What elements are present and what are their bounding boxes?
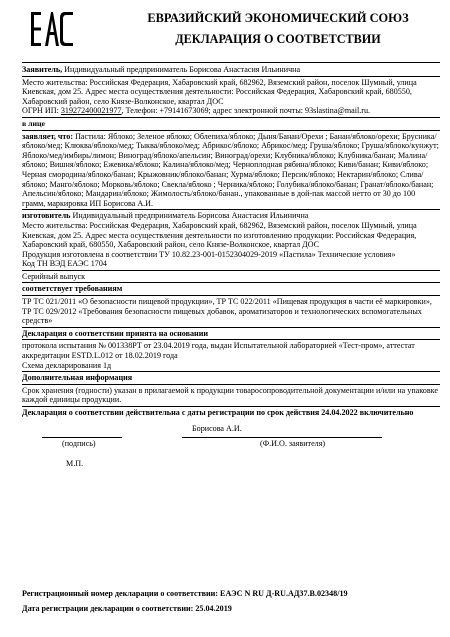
applicant-details [22,77,440,117]
product-description: Пастила: Яблоко; Зеленое яблоко; Облепиха/яблоко; Дыня/Банан/Орехи ; Банан/яблоко/орехи; Брусника/яблоко/мед; Клюква/яблоко/мед; Тыква/яблоко/мед; Абрикос/яблоко; Абрикос/мед; Груша/яблоко; Груша/яблоко/кунжут; Яблоко/мед/имбирь/лимон; Виноград/яблоко/апельсин; Виноград/орехи; Клубника/яблоко; Клубника/банан; Малина/яблоко; Вишня/яблоко; Ежевика/яблоко; Калина/яблоко/мед; Черноплодная рябина/яблоко; Киви/банан; Киви/яблоко; Черная смородина/яблоко/банан; Крыжовник/яблоко/банан; Хурма/яблоко; Персик/яблоко; Нектарин/яблоко; Слива/яблоко; Манго/яблоко; Морковь/яблоко; Свекла/яблоко ; Черника/яблоко; Голубика/яблоко/банан; Гранат/яблоко/банан; Апельсин/яблоко; Мандарин/яблоко; Жимолость/яблоко/банан., упакованные в дой-пак массой нетто от 30 до 100 грамм, маркировка ИП Борисова А.И. [22,131,439,208]
signature-block [22,419,440,471]
basis-heading [22,328,440,340]
person-label: в лице [22,118,45,128]
validity-section [22,407,440,419]
manufacturer-standard: Продукция изготовлена в соответствии ТУ 10.82.23-001-0152304029-2019 «Пастила» Технические условия» [22,249,396,259]
name-line [182,437,382,438]
signature-caption: (подпись) [62,438,96,448]
additional-text: Срок хранения (годности) указан в прилагаемой к продукции товаросопроводительной документации и/или на упаковке каждой единицы продукции. [22,385,438,405]
registration-date-label: Дата регистрации декларации о соответствии: [22,604,194,613]
validity-text: Декларация о соответствии действительна с даты регистрации по срок действия 24.04.2022 включительно [22,408,414,417]
requirements-text: ТР ТС 021/2011 «О безопасности пищевой продукции», ТР ТС 022/2011 «Пищевая продукция в части её маркировки», ТР ТС 029/2012 «Требования безопасности пищевых добавок, ароматизаторов и технологических вспомогательных средств» [22,297,432,326]
declares-label: заявляет, что: [22,131,74,141]
additional-heading [22,372,440,384]
stamp-placeholder: М.П. [66,458,84,468]
declares-section [22,131,440,210]
manufacturer-name: Индивидуальный предприниматель Борисова Анастасия Ильинична [70,211,309,221]
document-header [22,0,440,62]
registration-number-label: Регистрационный номер декларации о соответствии: [22,589,219,598]
additional-section [22,385,440,406]
ogrn-value: 319272400021977 [60,106,122,116]
registration-date [22,604,440,614]
requirements-heading [22,283,440,295]
batch-section [22,271,440,283]
applicant-contacts: , Телефон: +79141673069; адрес электронной почты: 93slastina@mail.ru. [121,106,371,116]
basis-text: протокола испытания № 001338РТ от 23.04.2019 года, выдан Испытательной лабораторией «Тест-пром», аттестат аккредитации ESTD.L.012 от 18.02.2019 года [22,341,415,361]
fio-caption: (Ф.И.О. заявителя) [260,438,326,448]
manufacturer-section [22,210,440,270]
document-title: ДЕКЛАРАЦИЯ О СООТВЕТСТВИИ [175,32,381,46]
applicant-address: Место жительства: Российская Федерация, Хабаровский край, 682962, Вяземский район, поселок Шумный, улица Киевская, дом 25. Адрес места осуществления деятельности: Российская Федерация, Хабаровский край, 680550, Хабаровский район, село Князе-Волконское, квартал ДОС [22,77,417,106]
manufacturer-address: Место жительства: Российская Федерация, Хабаровский край, 682962, Вяземский район, поселок Шумный, улица Киевская, дом 25. Адрес места осуществления деятельности по изготовлению продукции: Российская Федерация, Хабаровский край, 680550, Хабаровский район, село Князе-Волконское, квартал ДОС [22,220,417,250]
basis-label: Декларация о соответствии принята на основании [22,328,209,338]
signer-name: Борисова А.И. [192,423,242,433]
requirements-section [22,296,440,327]
requirements-label: соответствует требованиям [22,284,123,294]
eac-logo [30,10,74,48]
declaration-scheme: Схема декларирования 1д [22,360,112,370]
ogrn-label: ОГРН ИП: [22,106,61,116]
eac-mark-icon [30,10,74,48]
registration-number [22,589,440,599]
registration-number-value: ЕАЭС N RU Д-RU.АД37.В.02348/19 [220,589,348,598]
applicant-section [22,63,440,76]
basis-section [22,340,440,371]
additional-label: Дополнительная информация [22,373,133,383]
applicant-label: Заявитель, [22,65,63,74]
manufacturer-label: изготовитель [22,211,71,221]
applicant-name: Индивидуальный предприниматель Борисова Анастасия Ильинична [62,65,301,74]
signature-line [42,437,122,438]
registration-date-value: 25.04.2019 [195,604,232,613]
batch-type: Серийный выпуск [22,271,86,281]
person-section [22,118,440,130]
union-title: ЕВРАЗИЙСКИЙ ЭКОНОМИЧЕСКИЙ СОЮЗ [147,11,409,25]
tnved-code: Код ТН ВЭД ЕАЭС 1704 [22,259,107,269]
